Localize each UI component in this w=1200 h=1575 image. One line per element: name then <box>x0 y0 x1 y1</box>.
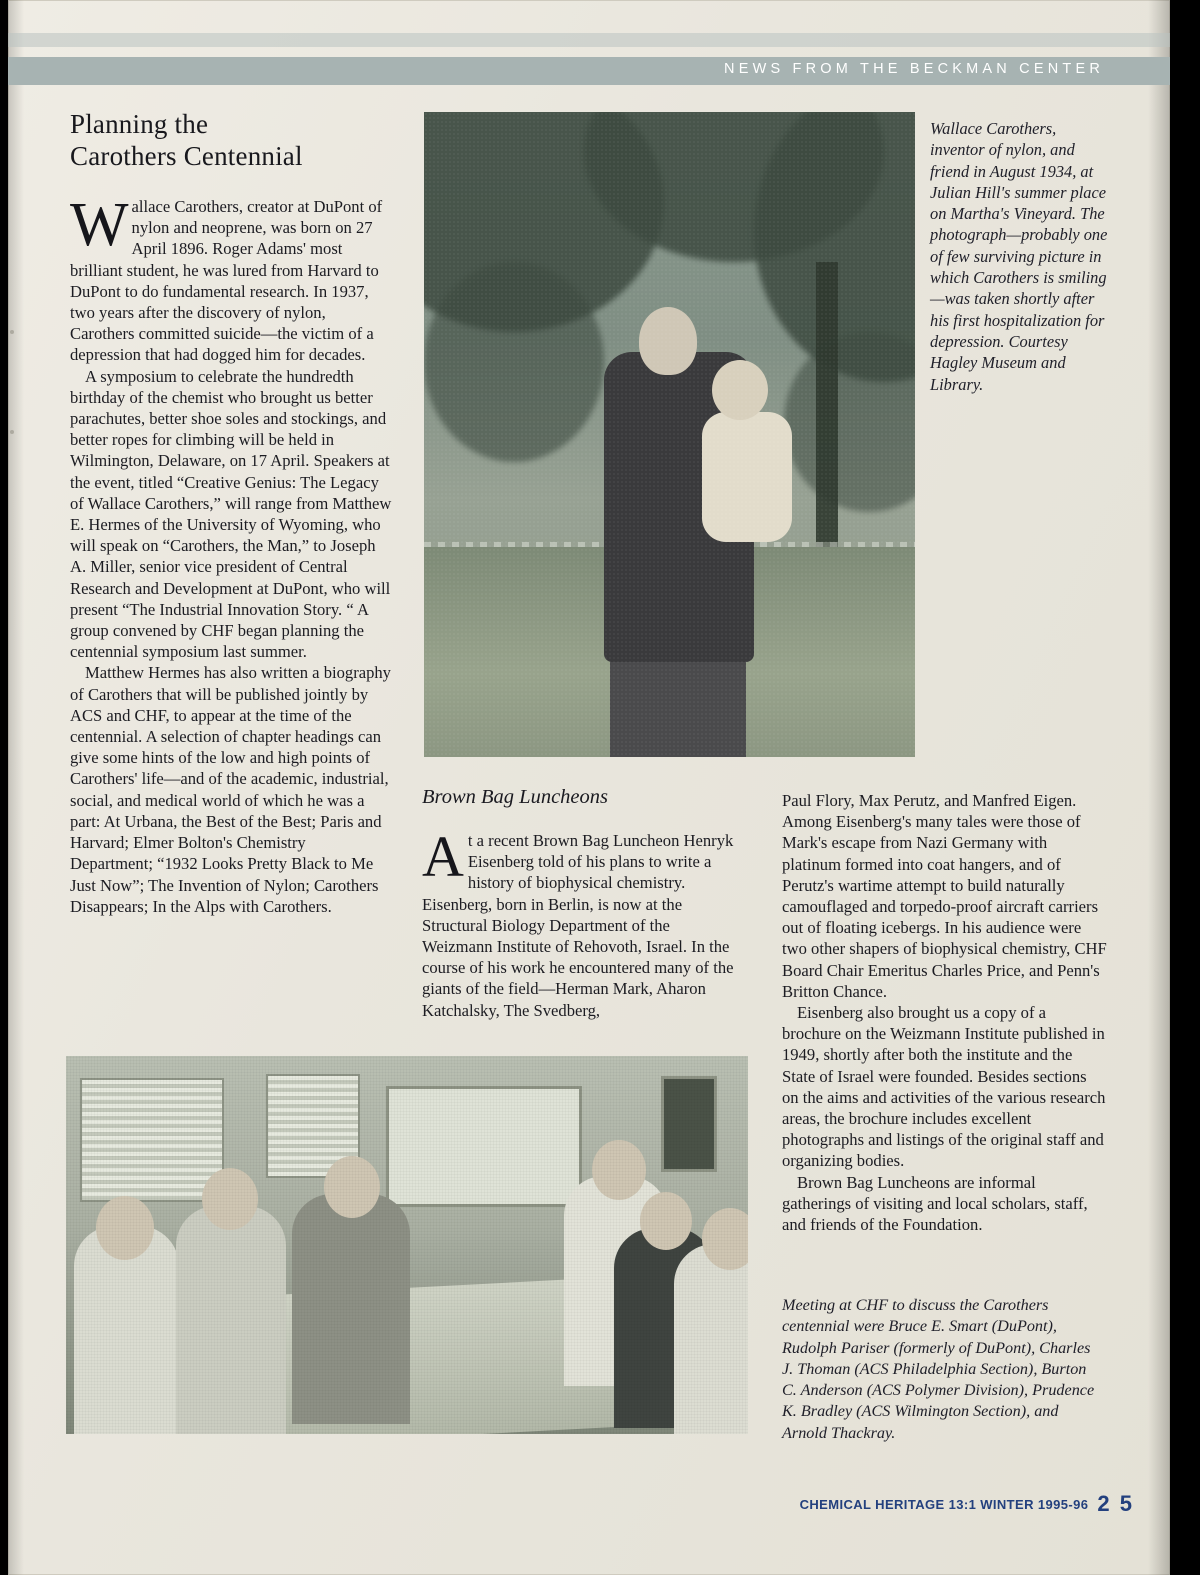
page-footer <box>800 1491 1134 1517</box>
article-right-column <box>782 790 1107 1235</box>
photo-chf-meeting <box>66 1056 748 1434</box>
page-title: Planning the Carothers Centennial <box>70 109 303 171</box>
paragraph-text: A symposium to celebrate the hundredth birthday of the chemist who brought us better parachutes, better shoe soles and stockings, and better ropes for climbing will be held in Wilmington, Delaware, on 17 April. Speakers at the event, titled “Creative Genius: The Legacy of Wallace Carothers,” will range from Matthew E. Hermes of the University of Wyoming, who will speak on “Carothers, the Man,” to Joseph A. Miller, senior vice president of Central Research and Development at DuPont, who will present “The Industrial Innovation Story. “ A group convened by CHF began planning the centennial symposium last summer. <box>70 366 392 662</box>
article-middle-column <box>422 824 742 1021</box>
paragraph <box>782 1002 1107 1172</box>
subsection-heading: Brown Bag Luncheons <box>422 786 609 808</box>
section-header-text: NEWS FROM THE BECKMAN CENTER <box>724 61 1104 77</box>
paragraph-text: t a recent Brown Bag Luncheon Henryk Eisenberg told of his plans to write a history of biophysical chemistry. Eisenberg, born in Berlin, is now at the Structural Biology Department of the Weizmann Institute of Rehovoth, Israel. In the course of his work he encountered many of the giants of the field—Herman Mark, Aharon Katchalsky, The Svedberg, <box>422 831 734 1020</box>
paragraph <box>782 1172 1107 1236</box>
paragraph-text: Matthew Hermes has also written a biography of Carothers that will be published jointly by ACS and CHF, to appear at the time of the centennial. A selection of chapter headings can give some hints of the low and high points of Carothers' life—and of the academic, industrial, social, and medical world of which he was a part: At Urbana, the Best of the Best; Paris and Harvard; Elmer Bolton's Chemistry Department; “1932 Looks Pretty Black to Me Just Now”; The Invention of Nylon; Carothers Disappears; In the Alps with Carothers. <box>70 663 391 916</box>
photo-grain-overlay <box>66 1056 748 1434</box>
paragraph <box>70 191 392 366</box>
scan-artifact-dot <box>10 430 14 434</box>
photo-caption-right: Wallace Carothers, inventor of nylon, and friend in August 1934, at Julian Hill's summer place on Martha's Vineyard. The photograph—probably one of few surviving picture in which Carothers is smiling—was taken shortly after his first hospitalization for depression. Courtesy Hagley Museum and Library. <box>930 119 1108 394</box>
drop-cap-w: W <box>70 191 129 259</box>
photo-caption-bottom: Meeting at CHF to discuss the Carothers centennial were Bruce E. Smart (DuPont), Rudolph Pariser (formerly of DuPont), Charles J. Thoman (ACS Philadelphia Section), Burton C. Anderson (ACS Polymer Division), Prudence K. Bradley (ACS Wilmington Section), and Arnold Thackray. <box>782 1296 1095 1442</box>
section-header-band <box>8 57 1170 85</box>
paragraph-text: Paul Flory, Max Perutz, and Manfred Eigen. Among Eisenberg's many tales were those of Mark's escape from Nazi Germany with platinum formed into coat hangers, and of Perutz's wartime attempt to build naturally camouflaged and torpedo-proof aircraft carriers out of floating icebergs. In his audience were two other shapers of biophysical chemistry, CHF Board Chair Emeritus Charles Price, and Penn's Britton Chance. <box>782 791 1107 1001</box>
paragraph-text: Eisenberg also brought us a copy of a brochure on the Weizmann Institute published in 1949, shortly after both the institute and the State of Israel were founded. Besides sections on the aims and activities of the various research areas, the brochure includes excellent photographs and listings of the original staff and organizing bodies. <box>782 1003 1106 1171</box>
paper-right-shadow <box>1148 0 1170 1575</box>
header-rule <box>8 33 1170 47</box>
paragraph-text: allace Carothers, creator at DuPont of nylon and neoprene, was born on 27 April 1896. Roger Adams' most brilliant student, he was lured from Harvard to DuPont to do fundamental research. In 1937, two years after the discovery of nylon, Carothers committed suicide—the victim of a depression that had dogged him for decades. <box>70 197 383 365</box>
paragraph <box>70 662 392 916</box>
paragraph <box>782 790 1107 1002</box>
article-left-column <box>70 191 392 917</box>
photo-carothers-with-child <box>424 112 915 757</box>
paragraph-text: Brown Bag Luncheons are informal gatherings of visiting and local scholars, staff, and friends of the Foundation. <box>782 1172 1088 1235</box>
paper-left-shadow <box>8 0 24 1575</box>
drop-cap-a: A <box>422 824 464 889</box>
scan-artifact-dot <box>10 330 14 334</box>
paragraph <box>70 366 392 663</box>
page-number: 2 5 <box>1097 1491 1134 1516</box>
paragraph <box>422 824 742 1021</box>
photo-grain-overlay <box>424 112 915 757</box>
footer-source: CHEMICAL HERITAGE 13:1 WINTER 1995-96 <box>799 1497 1089 1512</box>
